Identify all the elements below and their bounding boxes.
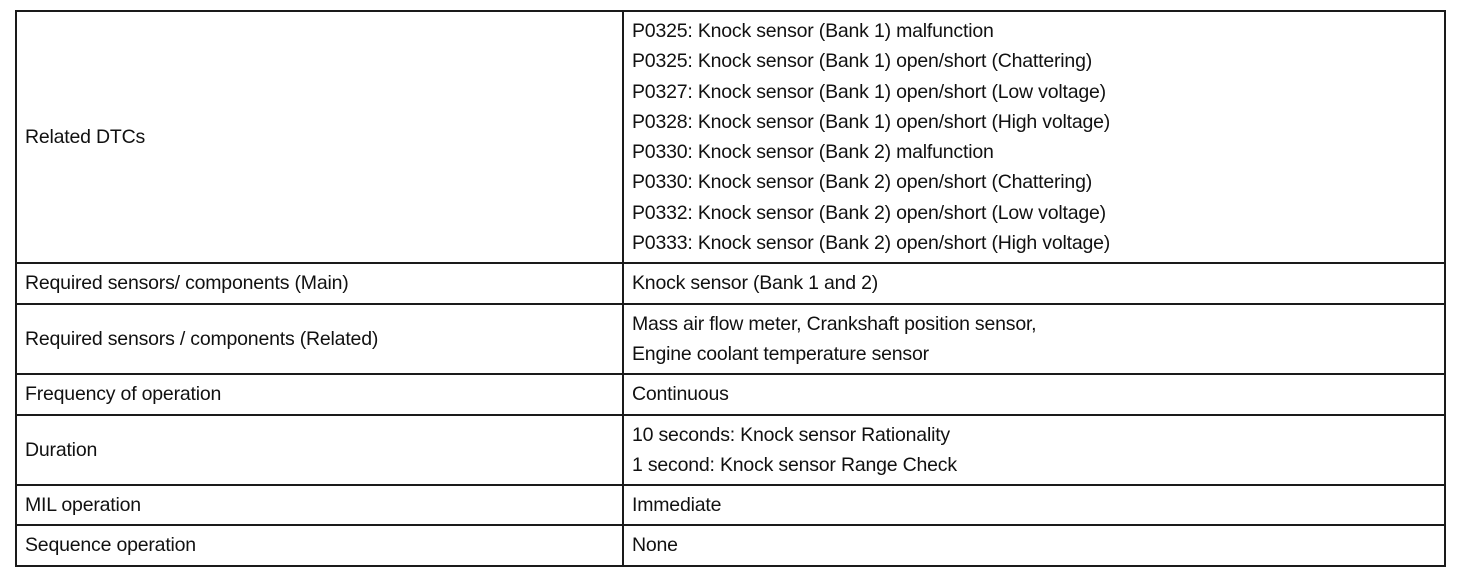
- dtc-line: P0330: Knock sensor (Bank 2) open/short (Chattering): [632, 171, 1093, 194]
- row-label: Required sensors / components (Related): [16, 304, 623, 375]
- row-label: Frequency of operation: [16, 374, 623, 414]
- row-label: MIL operation: [16, 485, 623, 525]
- value-line: 10 seconds: Knock sensor Rationality: [632, 423, 950, 446]
- table-row-required-sensors-related: [16, 304, 1445, 375]
- dtc-line: P0333: Knock sensor (Bank 2) open/short (High voltage): [632, 232, 1111, 255]
- value-line: None: [632, 534, 678, 557]
- value-line: Engine coolant temperature sensor: [632, 342, 929, 365]
- table-row-sequence-operation: [16, 525, 1445, 565]
- value-line: Continuous: [632, 383, 729, 406]
- row-value: [623, 374, 1445, 414]
- dtc-line: P0325: Knock sensor (Bank 1) open/short (Chattering): [632, 50, 1093, 73]
- dtc-line: P0327: Knock sensor (Bank 1) open/short (Low voltage): [632, 80, 1106, 103]
- dtc-line: P0332: Knock sensor (Bank 2) open/short (Low voltage): [632, 201, 1106, 224]
- row-label: Duration: [16, 415, 623, 486]
- row-value: [623, 263, 1445, 303]
- value-line: 1 second: Knock sensor Range Check: [632, 453, 957, 476]
- monitor-spec-table: [15, 10, 1446, 567]
- row-label: Related DTCs: [16, 11, 623, 263]
- dtc-line: P0330: Knock sensor (Bank 2) malfunction: [632, 141, 994, 164]
- value-line: Immediate: [632, 494, 722, 517]
- value-line: Mass air flow meter, Crankshaft position sensor,: [632, 312, 1037, 335]
- table-row-duration: [16, 415, 1445, 486]
- dtc-line: P0325: Knock sensor (Bank 1) malfunction: [632, 20, 994, 42]
- row-value: [623, 304, 1445, 375]
- row-label: Sequence operation: [16, 525, 623, 565]
- value-line: Knock sensor (Bank 1 and 2): [632, 272, 879, 295]
- table-row-required-sensors-main: [16, 263, 1445, 303]
- row-value: [623, 525, 1445, 565]
- row-value: [623, 415, 1445, 486]
- row-value: [623, 11, 1445, 263]
- table-row-frequency: [16, 374, 1445, 414]
- table-row-mil-operation: [16, 485, 1445, 525]
- row-value: [623, 485, 1445, 525]
- dtc-line: P0328: Knock sensor (Bank 1) open/short (High voltage): [632, 110, 1111, 133]
- table-row-related-dtcs: [16, 11, 1445, 263]
- row-label: Required sensors/ components (Main): [16, 263, 623, 303]
